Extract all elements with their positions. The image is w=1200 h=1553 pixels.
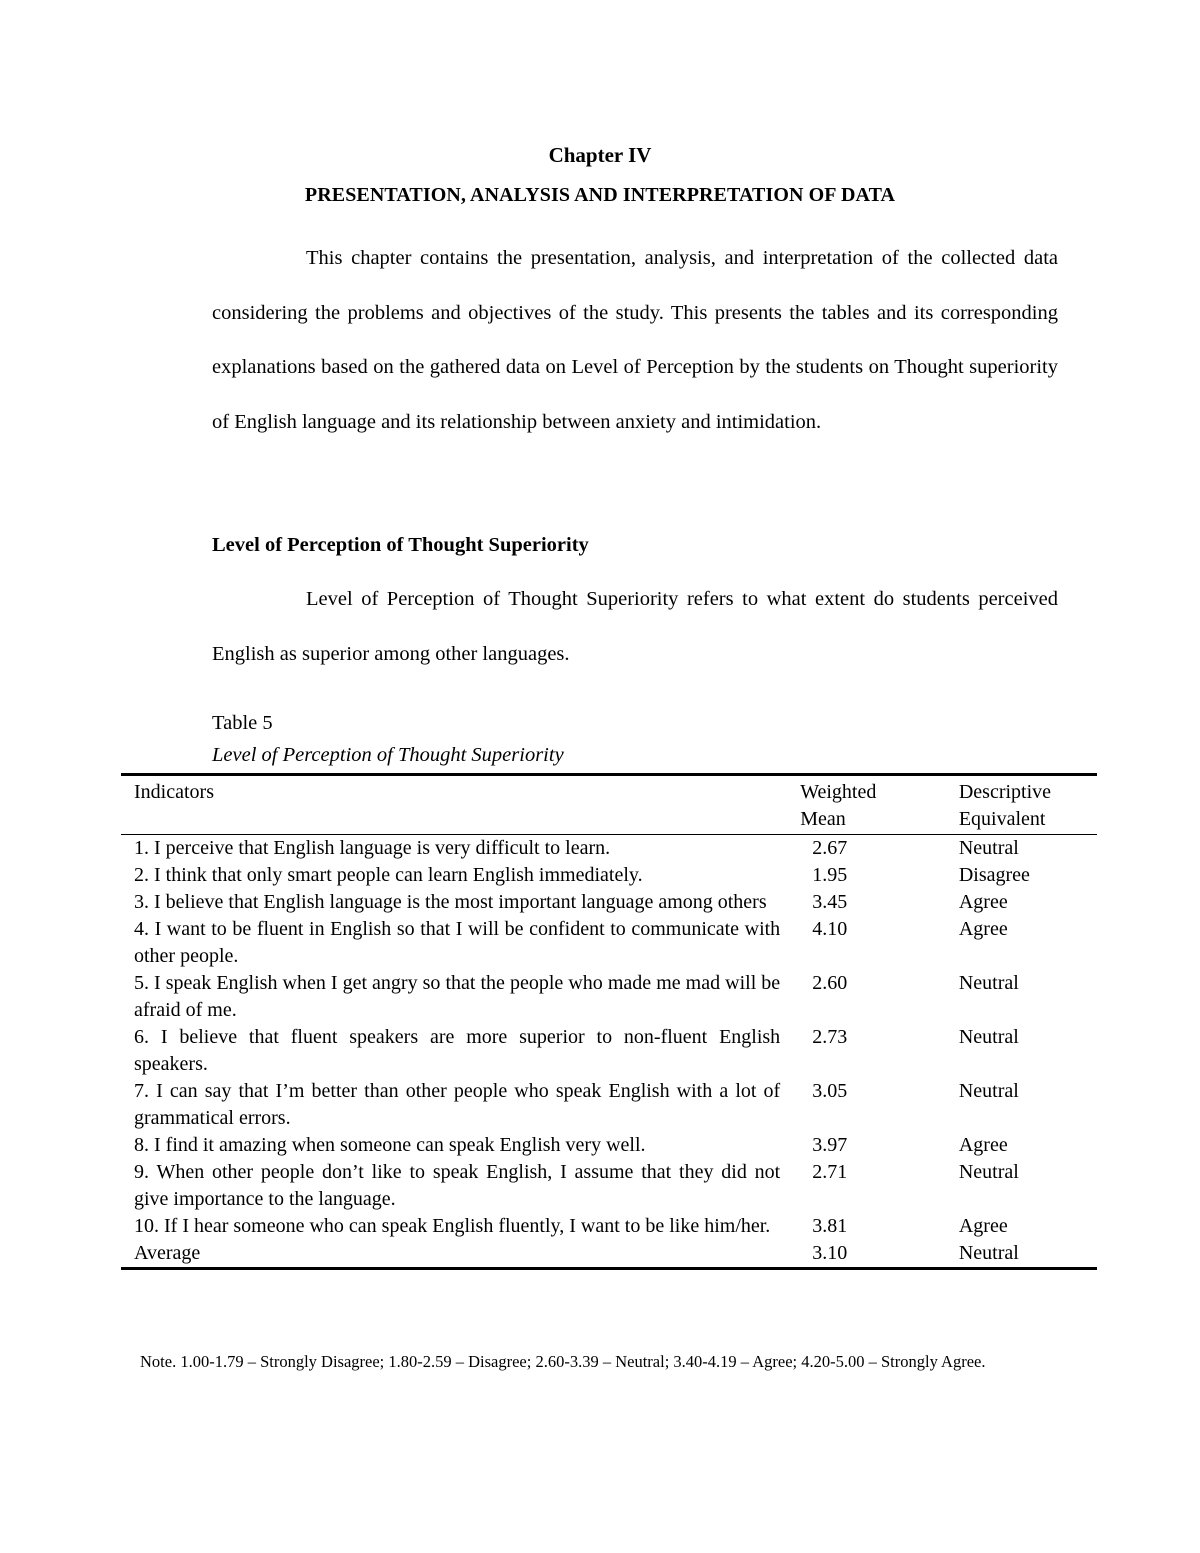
descriptive-cell: Neutral <box>958 837 1019 859</box>
table-row <box>121 916 1097 970</box>
header-weighted-mean <box>800 775 959 835</box>
table-note: Note. 1.00-1.79 – Strongly Disagree; 1.80-2.59 – Disagree; 2.60-3.39 – Neutral; 3.40-4.19 – Agree; 4.20-5.00 – Strongly Agree. <box>140 1352 986 1371</box>
descriptive-cell: Agree <box>958 1134 1008 1156</box>
table-row <box>121 1213 1097 1240</box>
chapter-title: Chapter IV <box>548 143 652 167</box>
indicator-cell: 10. If I hear someone who can speak English fluently, I want to be like him/her. <box>134 1215 771 1237</box>
intro-paragraph-text: This chapter contains the presentation, analysis, and interpretation of the collected data considering the problems and objectives of the study. This presents the tables and its corresponding explanations based on the gathered data on Level of Perception by the students on Thought superiority of English language and its relationship between anxiety and intimidation. <box>212 247 1058 433</box>
table-row <box>121 1159 1097 1213</box>
descriptive-cell: Disagree <box>958 864 1030 886</box>
mean-cell: 1.95 <box>812 864 848 886</box>
mean-cell: 3.81 <box>812 1215 848 1237</box>
table-row <box>121 862 1097 889</box>
intro-paragraph <box>212 231 1058 449</box>
descriptive-cell: Neutral <box>958 972 1019 994</box>
table-row <box>121 970 1097 1024</box>
indicator-cell: 9. When other people don’t like to speak English, I assume that they did not give importance to the language. <box>134 1161 781 1210</box>
indicator-cell: 6. I believe that fluent speakers are more superior to non-fluent English speakers. <box>134 1026 781 1075</box>
header-indicators: Indicators <box>134 781 214 803</box>
table-header-row <box>121 775 1097 835</box>
mean-cell: 3.05 <box>812 1080 848 1102</box>
average-label: Average <box>134 1242 201 1264</box>
table-row <box>121 835 1097 863</box>
average-row <box>121 1240 1097 1269</box>
indicator-cell: 2. I think that only smart people can learn English immediately. <box>134 864 643 886</box>
mean-cell: 3.97 <box>812 1134 848 1156</box>
table-row <box>121 1132 1097 1159</box>
descriptive-cell: Neutral <box>958 1161 1019 1183</box>
header-weighted-mean-line1: Weighted <box>800 781 877 803</box>
indicator-cell: 8. I find it amazing when someone can speak English very well. <box>134 1134 646 1156</box>
table-caption: Level of Perception of Thought Superiority <box>212 744 564 766</box>
header-descriptive-line2: Equivalent <box>958 808 1046 830</box>
mean-cell: 2.71 <box>812 1161 848 1183</box>
indicator-cell: 4. I want to be fluent in English so that I will be confident to communicate with other people. <box>134 918 781 967</box>
table-row <box>121 1024 1097 1078</box>
table-label: Table 5 <box>212 712 273 734</box>
mean-cell: 3.45 <box>812 891 848 913</box>
mean-cell: 2.67 <box>812 837 848 859</box>
indicator-cell: 5. I speak English when I get angry so that the people who made me mad will be afraid of me. <box>134 972 781 1021</box>
header-weighted-mean-line2: Mean <box>800 808 846 830</box>
descriptive-cell: Agree <box>958 891 1008 913</box>
header-descriptive-equivalent <box>959 775 1097 835</box>
mean-cell: 2.60 <box>812 972 848 994</box>
descriptive-cell: Agree <box>958 1215 1008 1237</box>
mean-cell: 4.10 <box>812 918 848 940</box>
section-heading: Level of Perception of Thought Superiority <box>212 534 589 556</box>
header-descriptive-line1: Descriptive <box>958 781 1052 803</box>
table-row <box>121 1078 1097 1132</box>
descriptive-cell: Neutral <box>958 1026 1019 1048</box>
indicator-cell: 7. I can say that I’m better than other people who speak English with a lot of grammatical errors. <box>134 1080 781 1129</box>
average-descriptive: Neutral <box>958 1242 1019 1264</box>
perception-table <box>121 773 1097 1270</box>
descriptive-cell: Neutral <box>958 1080 1019 1102</box>
average-mean: 3.10 <box>812 1242 848 1264</box>
section-paragraph-text: Level of Perception of Thought Superiority refers to what extent do students perceived English as superior among other languages. <box>212 588 1058 665</box>
descriptive-cell: Agree <box>958 918 1008 940</box>
indicator-cell: 1. I perceive that English language is very difficult to learn. <box>134 837 611 859</box>
chapter-subtitle: PRESENTATION, ANALYSIS AND INTERPRETATION OF DATA <box>304 184 896 206</box>
table-header <box>121 775 1097 835</box>
table-row <box>121 889 1097 916</box>
indicator-cell: 3. I believe that English language is the most important language among others <box>134 891 767 913</box>
table-body <box>121 835 1097 1269</box>
section-paragraph <box>212 572 1058 681</box>
mean-cell: 2.73 <box>812 1026 848 1048</box>
